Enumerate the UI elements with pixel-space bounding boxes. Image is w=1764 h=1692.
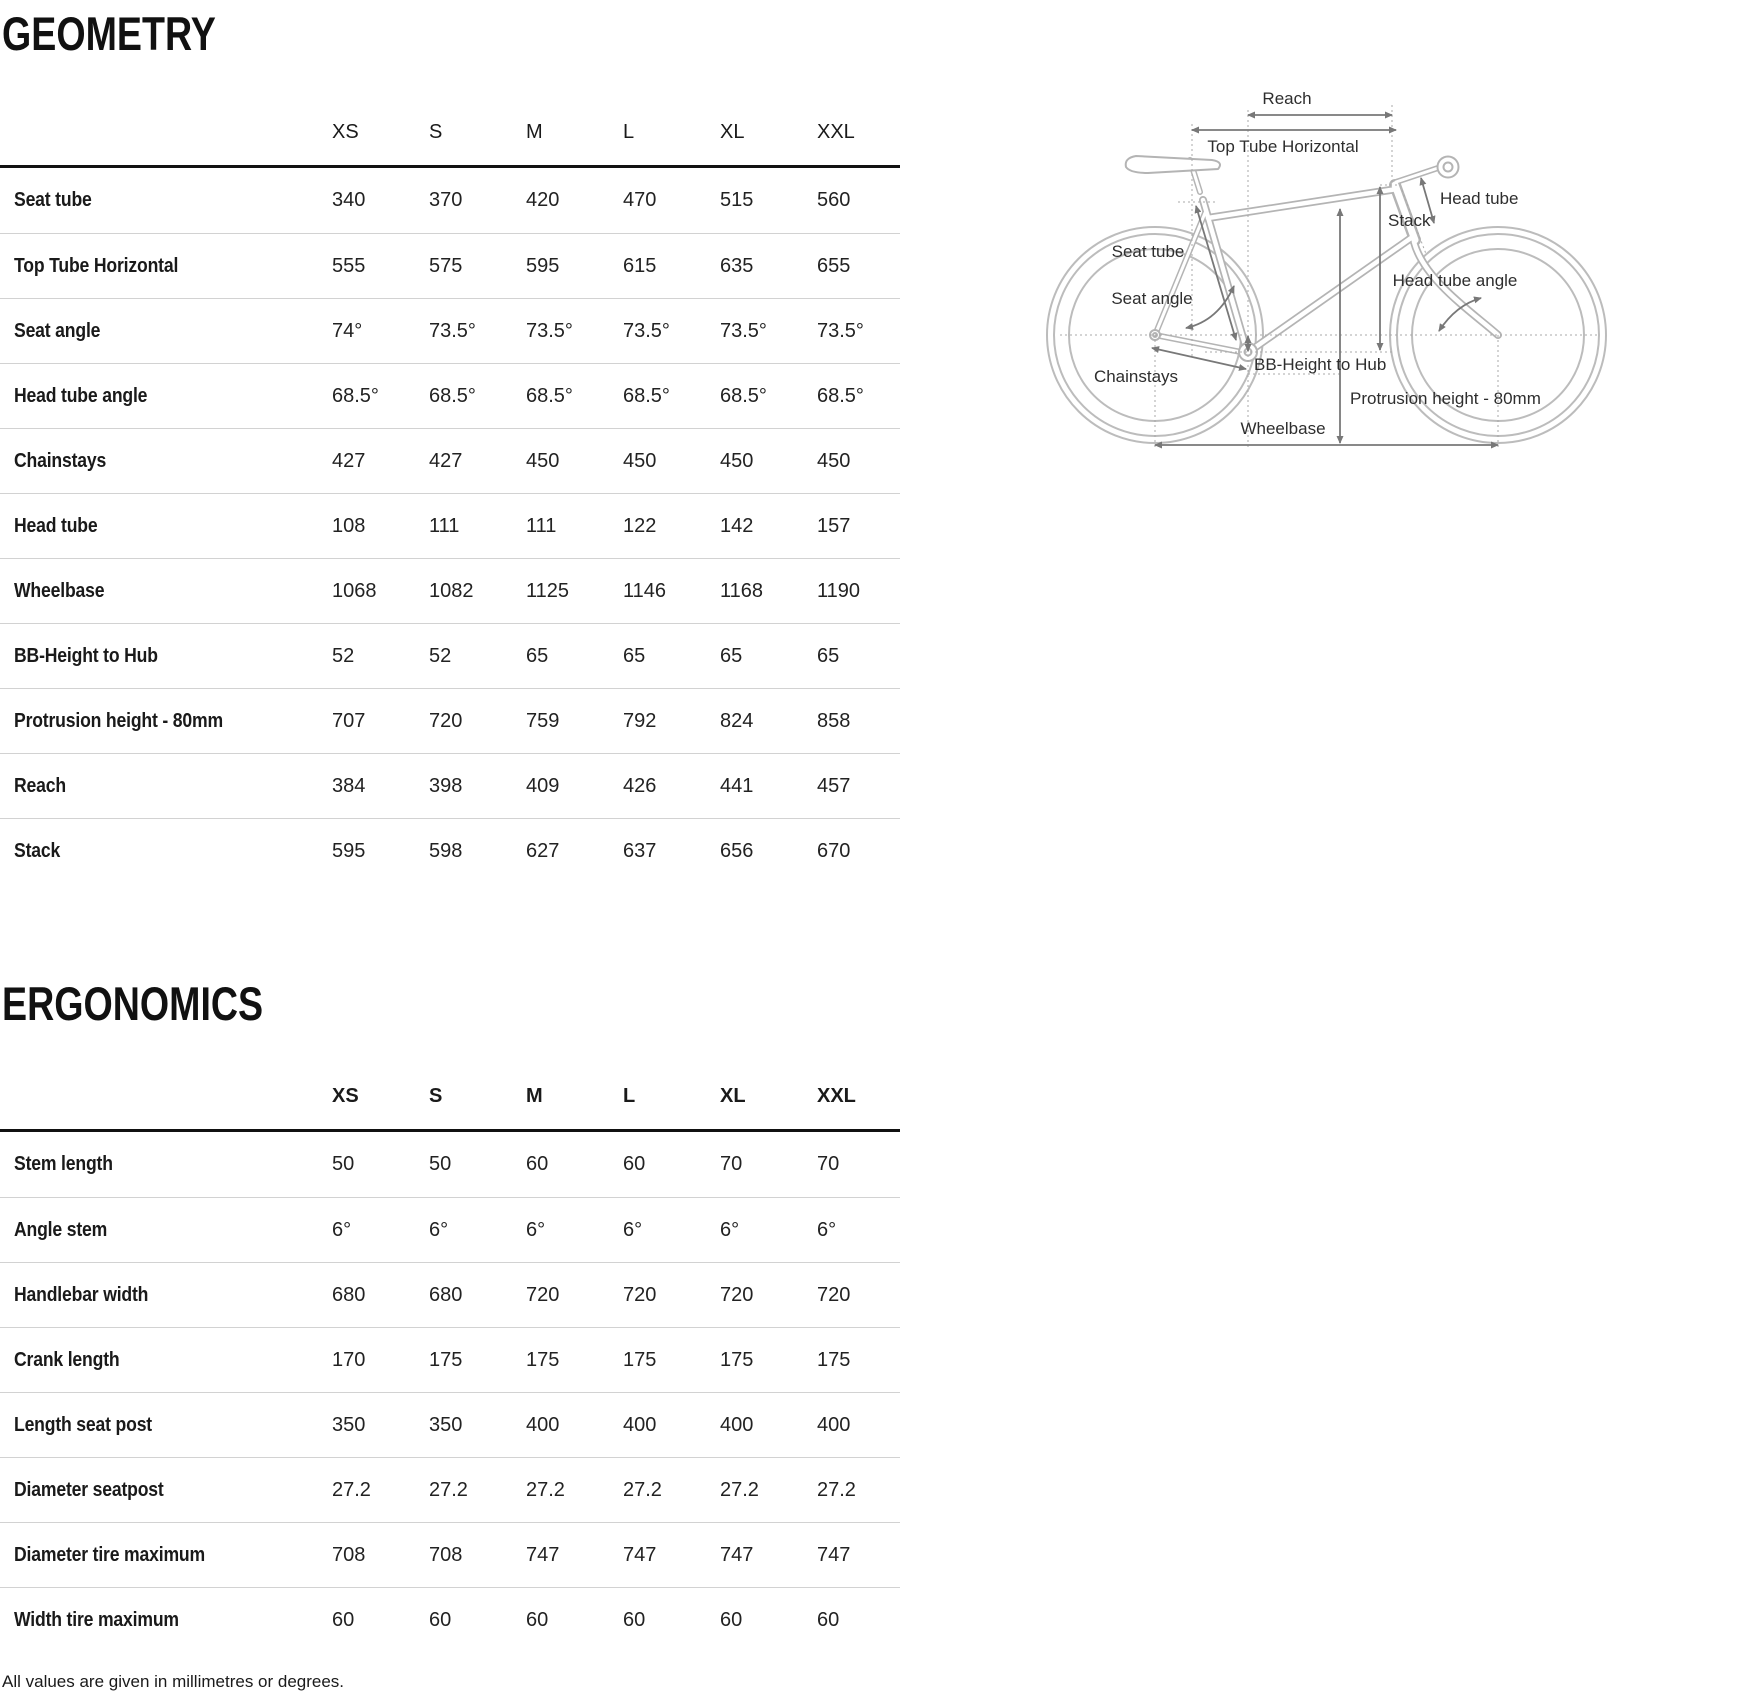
size-column-header: XL (720, 121, 745, 143)
spec-value: 60 (332, 1608, 355, 1631)
spec-value: 595 (332, 839, 366, 862)
spec-row (0, 753, 900, 818)
spec-row-label-text: BB-Height to Hub (14, 644, 158, 667)
saddle-icon (1126, 156, 1220, 173)
spec-value: 595 (526, 254, 560, 277)
spec-value: 60 (623, 1153, 646, 1175)
size-column-header: L (623, 1085, 636, 1107)
spec-row-label-text: Crank length (14, 1348, 120, 1371)
spec-value: 52 (429, 644, 452, 667)
diagram-label-seat-tube: Seat tube (1111, 242, 1185, 261)
size-column-header: M (526, 1085, 543, 1107)
spec-value: 340 (332, 189, 366, 211)
ergonomics-table (0, 1064, 900, 1652)
spec-value: 450 (720, 449, 754, 472)
spec-value: 747 (623, 1543, 657, 1566)
spec-row-label (0, 1393, 318, 1457)
spec-row (0, 1132, 900, 1197)
spec-row (0, 298, 900, 363)
spec-value: 111 (429, 514, 460, 537)
spec-value: 635 (720, 254, 754, 277)
spec-value: 450 (817, 449, 851, 472)
spec-row (0, 688, 900, 753)
geometry-header-row (0, 100, 900, 168)
spec-value: 457 (817, 774, 851, 797)
spec-value: 1146 (623, 579, 667, 602)
size-column-header: XXL (817, 121, 855, 143)
spec-value: 708 (332, 1543, 366, 1566)
spec-row-label (0, 234, 318, 298)
spec-value: 6° (623, 1218, 643, 1241)
spec-row-label-text: Width tire maximum (14, 1608, 179, 1631)
spec-value: 707 (332, 709, 366, 732)
spec-value: 60 (526, 1608, 549, 1631)
spec-value: 680 (332, 1283, 366, 1306)
spec-row (0, 493, 900, 558)
diagram-label-top-tube: Top Tube Horizontal (1207, 137, 1359, 156)
spec-value: 27.2 (623, 1478, 662, 1501)
spec-row (0, 363, 900, 428)
spec-value: 720 (817, 1283, 851, 1306)
spec-value: 708 (429, 1543, 463, 1566)
column-spacer (0, 1064, 318, 1129)
spec-value: 427 (429, 449, 463, 472)
spec-value: 720 (526, 1283, 560, 1306)
spec-value: 60 (720, 1608, 743, 1631)
diagram-label-chainstays: Chainstays (1093, 367, 1179, 386)
spec-row-label-text: Chainstays (14, 449, 107, 472)
spec-value: 175 (720, 1348, 754, 1371)
spec-value: 27.2 (429, 1478, 468, 1501)
diagram-label-stack: Stack (1388, 211, 1431, 230)
spec-value: 50 (429, 1153, 452, 1175)
spec-value: 400 (623, 1413, 657, 1436)
spec-value: 6° (526, 1218, 546, 1241)
size-column-header: XL (720, 1085, 746, 1107)
spec-value: 747 (720, 1543, 754, 1566)
spec-value: 27.2 (817, 1478, 856, 1501)
handlebar-grip-icon (1438, 157, 1459, 178)
spec-row-label-text: Seat tube (14, 189, 92, 211)
spec-row-label (0, 364, 318, 428)
spec-row-label-text: Wheelbase (14, 579, 105, 602)
units-footnote: All values are given in millimetres or degrees. (2, 1672, 345, 1691)
spec-value: 6° (817, 1218, 837, 1241)
spec-value: 400 (817, 1413, 851, 1436)
spec-row-label (0, 819, 318, 883)
spec-value: 824 (720, 709, 754, 732)
spec-value: 73.5° (817, 319, 864, 342)
spec-row-label (0, 754, 318, 818)
spec-row-label (0, 1588, 318, 1652)
spec-value: 759 (526, 709, 560, 732)
spec-value: 175 (526, 1348, 560, 1371)
spec-value: 157 (817, 514, 851, 537)
spec-row-label-text: Diameter seatpost (14, 1478, 164, 1501)
spec-row-label-text: Head tube angle (14, 384, 148, 407)
spec-value: 6° (429, 1218, 449, 1241)
spec-row-label (0, 1523, 318, 1587)
spec-row-label (0, 1263, 318, 1327)
spec-row-label (0, 429, 318, 493)
size-column-header: S (429, 1085, 443, 1107)
spec-value: 747 (817, 1543, 851, 1566)
spec-value: 720 (429, 709, 463, 732)
spec-value: 27.2 (526, 1478, 565, 1501)
spec-value: 350 (429, 1413, 463, 1436)
spec-row-label (0, 1458, 318, 1522)
spec-value: 65 (526, 644, 549, 667)
spec-value: 73.5° (623, 319, 670, 342)
spec-value: 70 (720, 1153, 743, 1175)
spec-value: 122 (623, 514, 657, 537)
spec-value: 60 (429, 1608, 452, 1631)
spec-row (0, 1327, 900, 1392)
spec-row-label-text: Length seat post (14, 1413, 152, 1436)
spec-row-label-text: Handlebar width (14, 1283, 149, 1306)
spec-value: 68.5° (332, 384, 379, 407)
spec-value: 73.5° (720, 319, 767, 342)
spec-row-label-text: Stem length (14, 1153, 113, 1175)
spec-value: 1082 (429, 579, 474, 602)
spec-value: 420 (526, 189, 560, 211)
spec-value: 52 (332, 644, 355, 667)
spec-value: 427 (332, 449, 366, 472)
spec-row-label (0, 689, 318, 753)
size-column-header: XS (332, 1085, 359, 1107)
spec-row-label (0, 1328, 318, 1392)
spec-value: 68.5° (429, 384, 476, 407)
size-column-header: S (429, 121, 443, 143)
spec-row-label (0, 299, 318, 363)
diagram-label-bb-height: BB-Height to Hub (1254, 355, 1387, 374)
spec-row-label (0, 168, 318, 233)
spec-value: 70 (817, 1153, 840, 1175)
spec-value: 68.5° (526, 384, 573, 407)
spec-value: 470 (623, 189, 657, 211)
spec-row-label-text: Top Tube Horizontal (14, 254, 179, 277)
spec-row (0, 168, 900, 233)
spec-value: 175 (817, 1348, 851, 1371)
spec-value: 1125 (526, 579, 570, 602)
spec-value: 720 (623, 1283, 657, 1306)
spec-row (0, 1197, 900, 1262)
spec-value: 175 (623, 1348, 657, 1371)
spec-value: 575 (429, 254, 463, 277)
spec-value: 400 (720, 1413, 754, 1436)
spec-value: 450 (526, 449, 560, 472)
spec-row (0, 623, 900, 688)
geometry-section-title: GEOMETRY (2, 7, 216, 60)
spec-value: 680 (429, 1283, 463, 1306)
spec-value: 50 (332, 1153, 355, 1175)
spec-value: 73.5° (429, 319, 476, 342)
spec-value: 627 (526, 839, 560, 862)
spec-value: 170 (332, 1348, 366, 1371)
diagram-label-head-tube-angle: Head tube angle (1392, 271, 1518, 290)
spec-value: 792 (623, 709, 657, 732)
spec-value: 598 (429, 839, 463, 862)
spec-value: 426 (623, 774, 657, 797)
spec-row-label-text: Angle stem (14, 1218, 108, 1241)
diagram-label-seat-angle: Seat angle (1111, 289, 1193, 308)
spec-row-label (0, 1198, 318, 1262)
spec-value: 1068 (332, 579, 377, 602)
spec-row (0, 1587, 900, 1652)
spec-row (0, 428, 900, 493)
spec-value: 60 (526, 1153, 549, 1175)
ergonomics-header-row (0, 1064, 900, 1132)
spec-row-label (0, 559, 318, 623)
spec-value: 108 (332, 514, 366, 537)
spec-value: 720 (720, 1283, 754, 1306)
spec-value: 450 (623, 449, 657, 472)
spec-value: 555 (332, 254, 366, 277)
spec-row (0, 1457, 900, 1522)
spec-value: 6° (720, 1218, 740, 1241)
spec-row-label (0, 494, 318, 558)
spec-value: 68.5° (817, 384, 864, 407)
spec-row-label-text: Head tube (14, 514, 98, 537)
spec-row (0, 1522, 900, 1587)
spec-value: 615 (623, 254, 657, 277)
spec-value: 65 (623, 644, 646, 667)
spec-value: 142 (720, 514, 754, 537)
spec-value: 350 (332, 1413, 366, 1436)
spec-row (0, 1262, 900, 1327)
spec-value: 65 (720, 644, 743, 667)
diagram-label-reach: Reach (1262, 89, 1312, 108)
spec-row (0, 558, 900, 623)
spec-value: 60 (817, 1608, 840, 1631)
size-column-header: L (623, 121, 635, 143)
spec-value: 68.5° (623, 384, 670, 407)
spec-value: 27.2 (720, 1478, 759, 1501)
spec-value: 637 (623, 839, 657, 862)
spec-value: 175 (429, 1348, 463, 1371)
spec-row-label-text: Stack (14, 839, 61, 862)
diagram-label-head-tube: Head tube (1440, 189, 1519, 208)
spec-value: 398 (429, 774, 463, 797)
spec-value: 441 (720, 774, 754, 797)
spec-value: 370 (429, 189, 463, 211)
spec-row (0, 1392, 900, 1457)
spec-row-label (0, 1132, 318, 1197)
spec-value: 670 (817, 839, 851, 862)
spec-value: 111 (526, 514, 557, 537)
spec-row (0, 233, 900, 298)
spec-value: 747 (526, 1543, 560, 1566)
size-column-header: XXL (817, 1085, 856, 1107)
spec-value: 656 (720, 839, 754, 862)
spec-value: 73.5° (526, 319, 573, 342)
spec-value: 409 (526, 774, 560, 797)
spec-row-label (0, 624, 318, 688)
size-column-header: XS (332, 121, 359, 143)
diagram-label-wheelbase: Wheelbase (1240, 419, 1326, 438)
column-spacer (0, 100, 318, 165)
bike-geometry-diagram (1040, 72, 1660, 500)
spec-value: 515 (720, 189, 754, 211)
spec-row (0, 818, 900, 883)
spec-row-label-text: Reach (14, 774, 66, 797)
spec-row-label-text: Seat angle (14, 319, 101, 342)
geometry-table (0, 100, 900, 883)
spec-value: 60 (623, 1608, 646, 1631)
spec-value: 655 (817, 254, 851, 277)
spec-value: 68.5° (720, 384, 767, 407)
spec-value: 1168 (720, 579, 764, 602)
spec-row-label-text: Diameter tire maximum (14, 1543, 205, 1566)
spec-value: 74° (332, 319, 363, 342)
size-column-header: M (526, 121, 543, 143)
ergonomics-section-title: ERGONOMICS (2, 977, 264, 1030)
spec-value: 384 (332, 774, 366, 797)
spec-value: 27.2 (332, 1478, 371, 1501)
diagram-label-protrusion: Protrusion height - 80mm (1350, 389, 1541, 408)
spec-row-label-text: Protrusion height - 80mm (14, 709, 223, 732)
spec-value: 560 (817, 189, 851, 211)
spec-value: 400 (526, 1413, 560, 1436)
spec-value: 1190 (817, 579, 861, 602)
spec-value: 6° (332, 1218, 352, 1241)
spec-value: 65 (817, 644, 840, 667)
spec-value: 858 (817, 709, 851, 732)
